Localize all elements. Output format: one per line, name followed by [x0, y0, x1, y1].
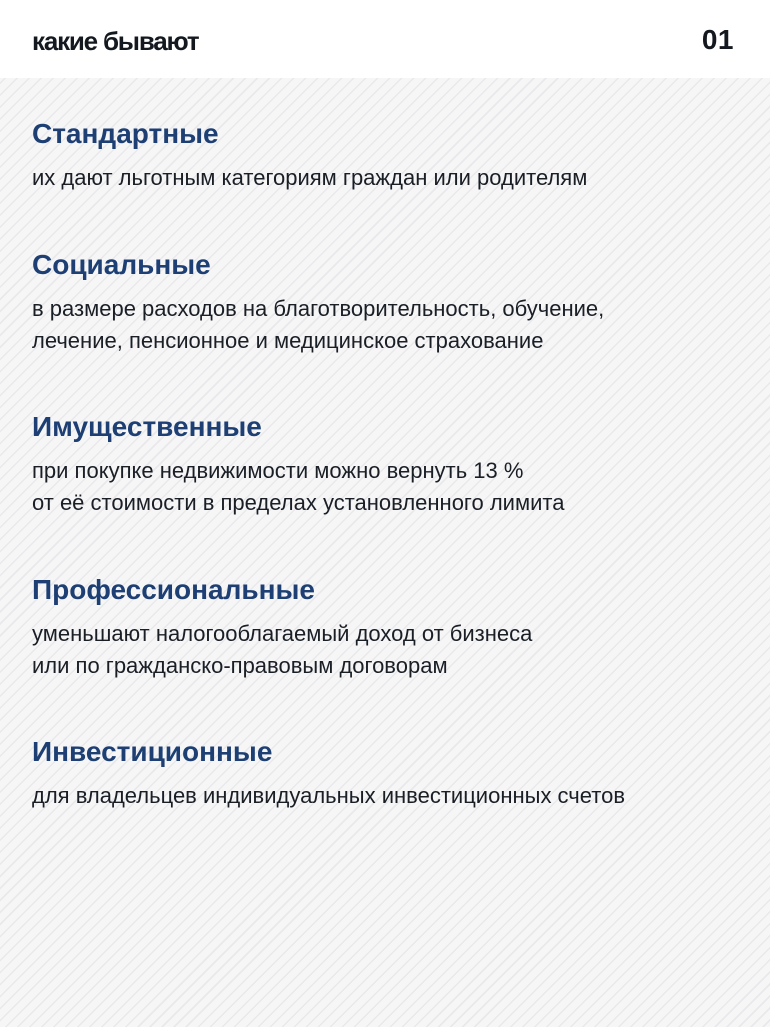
section-title: Профессиональные [32, 574, 316, 605]
section-title: Социальные [32, 249, 211, 280]
section-investment [32, 734, 738, 812]
section-standard [32, 116, 738, 194]
section-professional [32, 572, 738, 682]
section-title: Инвестиционные [32, 736, 273, 767]
section-description [32, 780, 738, 812]
description-line: для владельцев индивидуальных инвестиционных счетов [32, 783, 626, 808]
description-line: лечение, пенсионное и медицинское страхование [32, 328, 544, 353]
section-description [32, 618, 738, 682]
section-description [32, 162, 738, 194]
description-line: их дают льготным категориям граждан или родителям [32, 165, 588, 190]
section-property [32, 409, 738, 519]
page-number: 01 [701, 24, 734, 55]
description-line: в размере расходов на благотворительность, обучение, [32, 296, 605, 321]
description-line: или по гражданско-правовым договорам [32, 653, 448, 678]
header-bar [0, 0, 770, 78]
section-description [32, 455, 738, 519]
section-description [32, 293, 738, 357]
section-title: Имущественные [32, 411, 262, 442]
section-title: Стандартные [32, 118, 219, 149]
description-line: уменьшают налогооблагаемый доход от бизнеса [32, 621, 533, 646]
header-title: какие бывают [32, 26, 199, 56]
section-social [32, 247, 738, 357]
description-line: от её стоимости в пределах установленного лимита [32, 490, 565, 515]
description-line: при покупке недвижимости можно вернуть 13 % [32, 458, 524, 483]
